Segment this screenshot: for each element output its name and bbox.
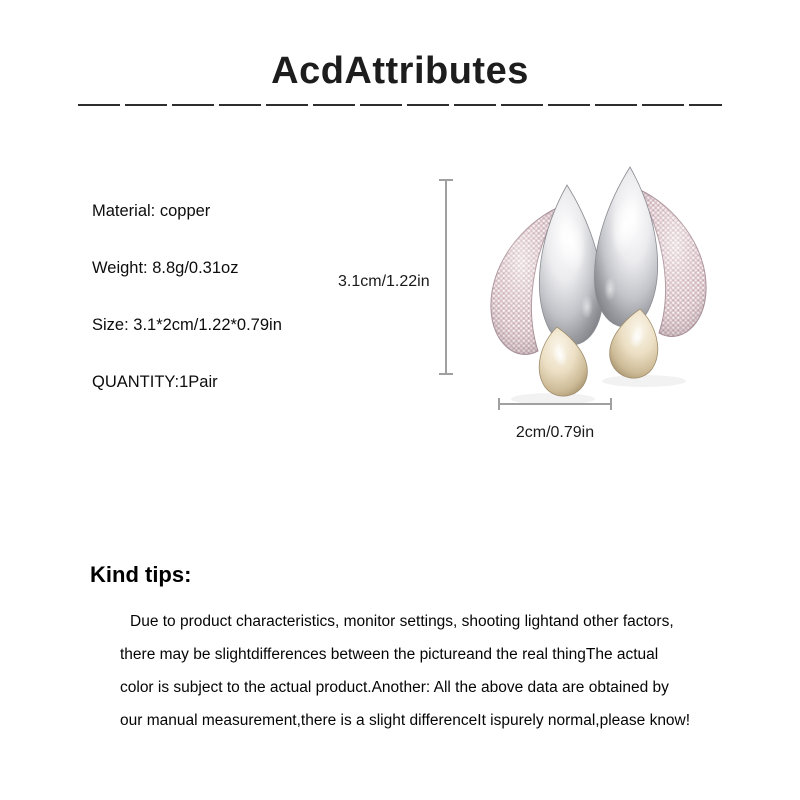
title-divider xyxy=(78,104,722,106)
earring-left xyxy=(491,185,603,405)
attribute-list xyxy=(92,201,282,429)
dimension-cap xyxy=(610,398,612,410)
dimension-stem xyxy=(498,403,612,405)
kind-tips-heading: Kind tips: xyxy=(90,562,192,587)
earring-right xyxy=(594,167,706,387)
tips-line-3: color is subject to the actual product.Another: All the above data are obtained by xyxy=(120,679,669,696)
kind-tips-text xyxy=(120,605,690,737)
height-dimension-label: 3.1cm/1.22in xyxy=(338,273,430,290)
attribute-material: Material: copper xyxy=(92,202,211,220)
earrings-illustration xyxy=(460,155,740,405)
tips-line-1: Due to product characteristics, monitor settings, shooting lightand other factors, xyxy=(130,613,674,630)
attribute-quantity: QUANTITY:1Pair xyxy=(92,373,218,391)
attribute-size: Size: 3.1*2cm/1.22*0.79in xyxy=(92,316,282,334)
earrings-photo xyxy=(460,155,740,405)
dimension-cap xyxy=(439,373,453,375)
width-dimension-label: 2cm/0.79in xyxy=(515,424,595,441)
attribute-weight: Weight: 8.8g/0.31oz xyxy=(92,259,239,277)
tips-line-4: our manual measurement,there is a slight differenceIt ispurely normal,please know! xyxy=(120,712,691,729)
page-title: AcdAttributes xyxy=(271,50,529,92)
width-dimension-line xyxy=(498,398,612,410)
tips-line-2: there may be slightdifferences between the pictureand the real thingThe actual xyxy=(120,646,659,663)
dimension-stem xyxy=(445,179,447,375)
height-dimension-line xyxy=(439,179,453,375)
